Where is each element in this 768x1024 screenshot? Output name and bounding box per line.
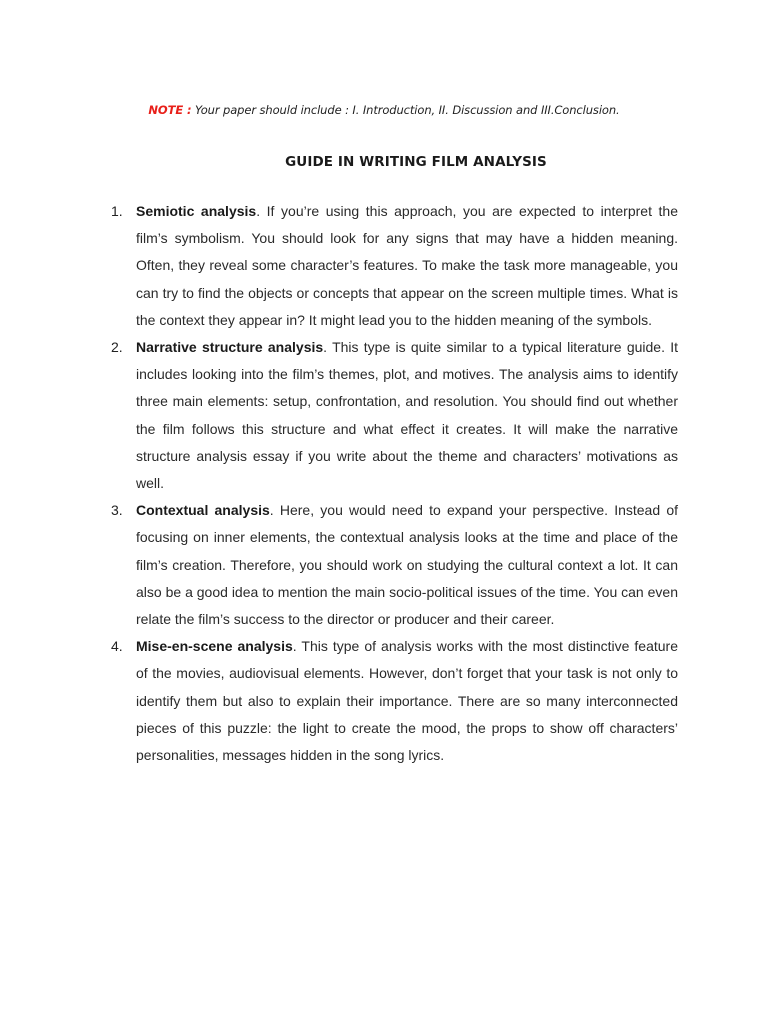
list-item-body: . Here, you would need to expand your perspective. Instead of focusing on inner elements, the contextual analysis looks at the time and place of the film’s creation. Therefore, you should work on studying the cultural context a lot. It can also be a good idea to mention the main socio-political issues of the time. You can even relate the film’s success to the director or producer and their career.: [136, 502, 678, 628]
note-text: Your paper should include : I. Introduction, II. Discussion and III.Conclusion.: [191, 103, 620, 117]
list-item-number: 3.: [111, 502, 123, 519]
list-item-number: 4.: [111, 638, 123, 655]
list-item-heading: Narrative structure analysis: [136, 339, 324, 356]
list-item-narrative: [108, 334, 678, 497]
list-item-mise-en-scene: [108, 633, 678, 769]
list-item-contextual: [108, 497, 678, 633]
list-item-number: 2.: [111, 339, 123, 356]
list-item-body: . This type is quite similar to a typical literature guide. It includes looking into the film’s themes, plot, and motives. The analysis aims to identify three main elements: setup, confrontation, and resolution. You should find out whether the film follows this structure and what effect it creates. It will make the narrative structure analysis essay if you write about the theme and characters’ motivations as well.: [136, 339, 678, 492]
list-item-body: . This type of analysis works with the most distinctive feature of the movies, audiovisual elements. However, don’t forget that your task is not only to identify them but also to explain their importance. There are so many interconnected pieces of this puzzle: the light to create the mood, the props to show off characters’ personalities, messages hidden in the song lyrics.: [136, 638, 678, 764]
list-item-heading: Semiotic analysis: [136, 203, 257, 219]
list-item-heading: Mise-en-scene analysis: [136, 638, 293, 655]
list-item-semiotic: [108, 198, 678, 334]
note-line: [0, 103, 768, 117]
document-title: GUIDE IN WRITING FILM ANALYSIS: [285, 154, 547, 170]
list-item-body: . If you’re using this approach, you are expected to interpret the film’s symbolism. You should look for any signs that may have a hidden meaning. Often, they reveal some character’s features. To make the task more manageable, you can try to find the objects or concepts that appear on the screen multiple times. What is the context they appear in? It might lead you to the hidden meaning of the symbols.: [136, 203, 678, 328]
list-item-heading: Contextual analysis: [136, 502, 270, 519]
analysis-list: [108, 198, 678, 769]
list-item-number: 1.: [111, 203, 123, 219]
note-label: NOTE :: [148, 103, 192, 117]
